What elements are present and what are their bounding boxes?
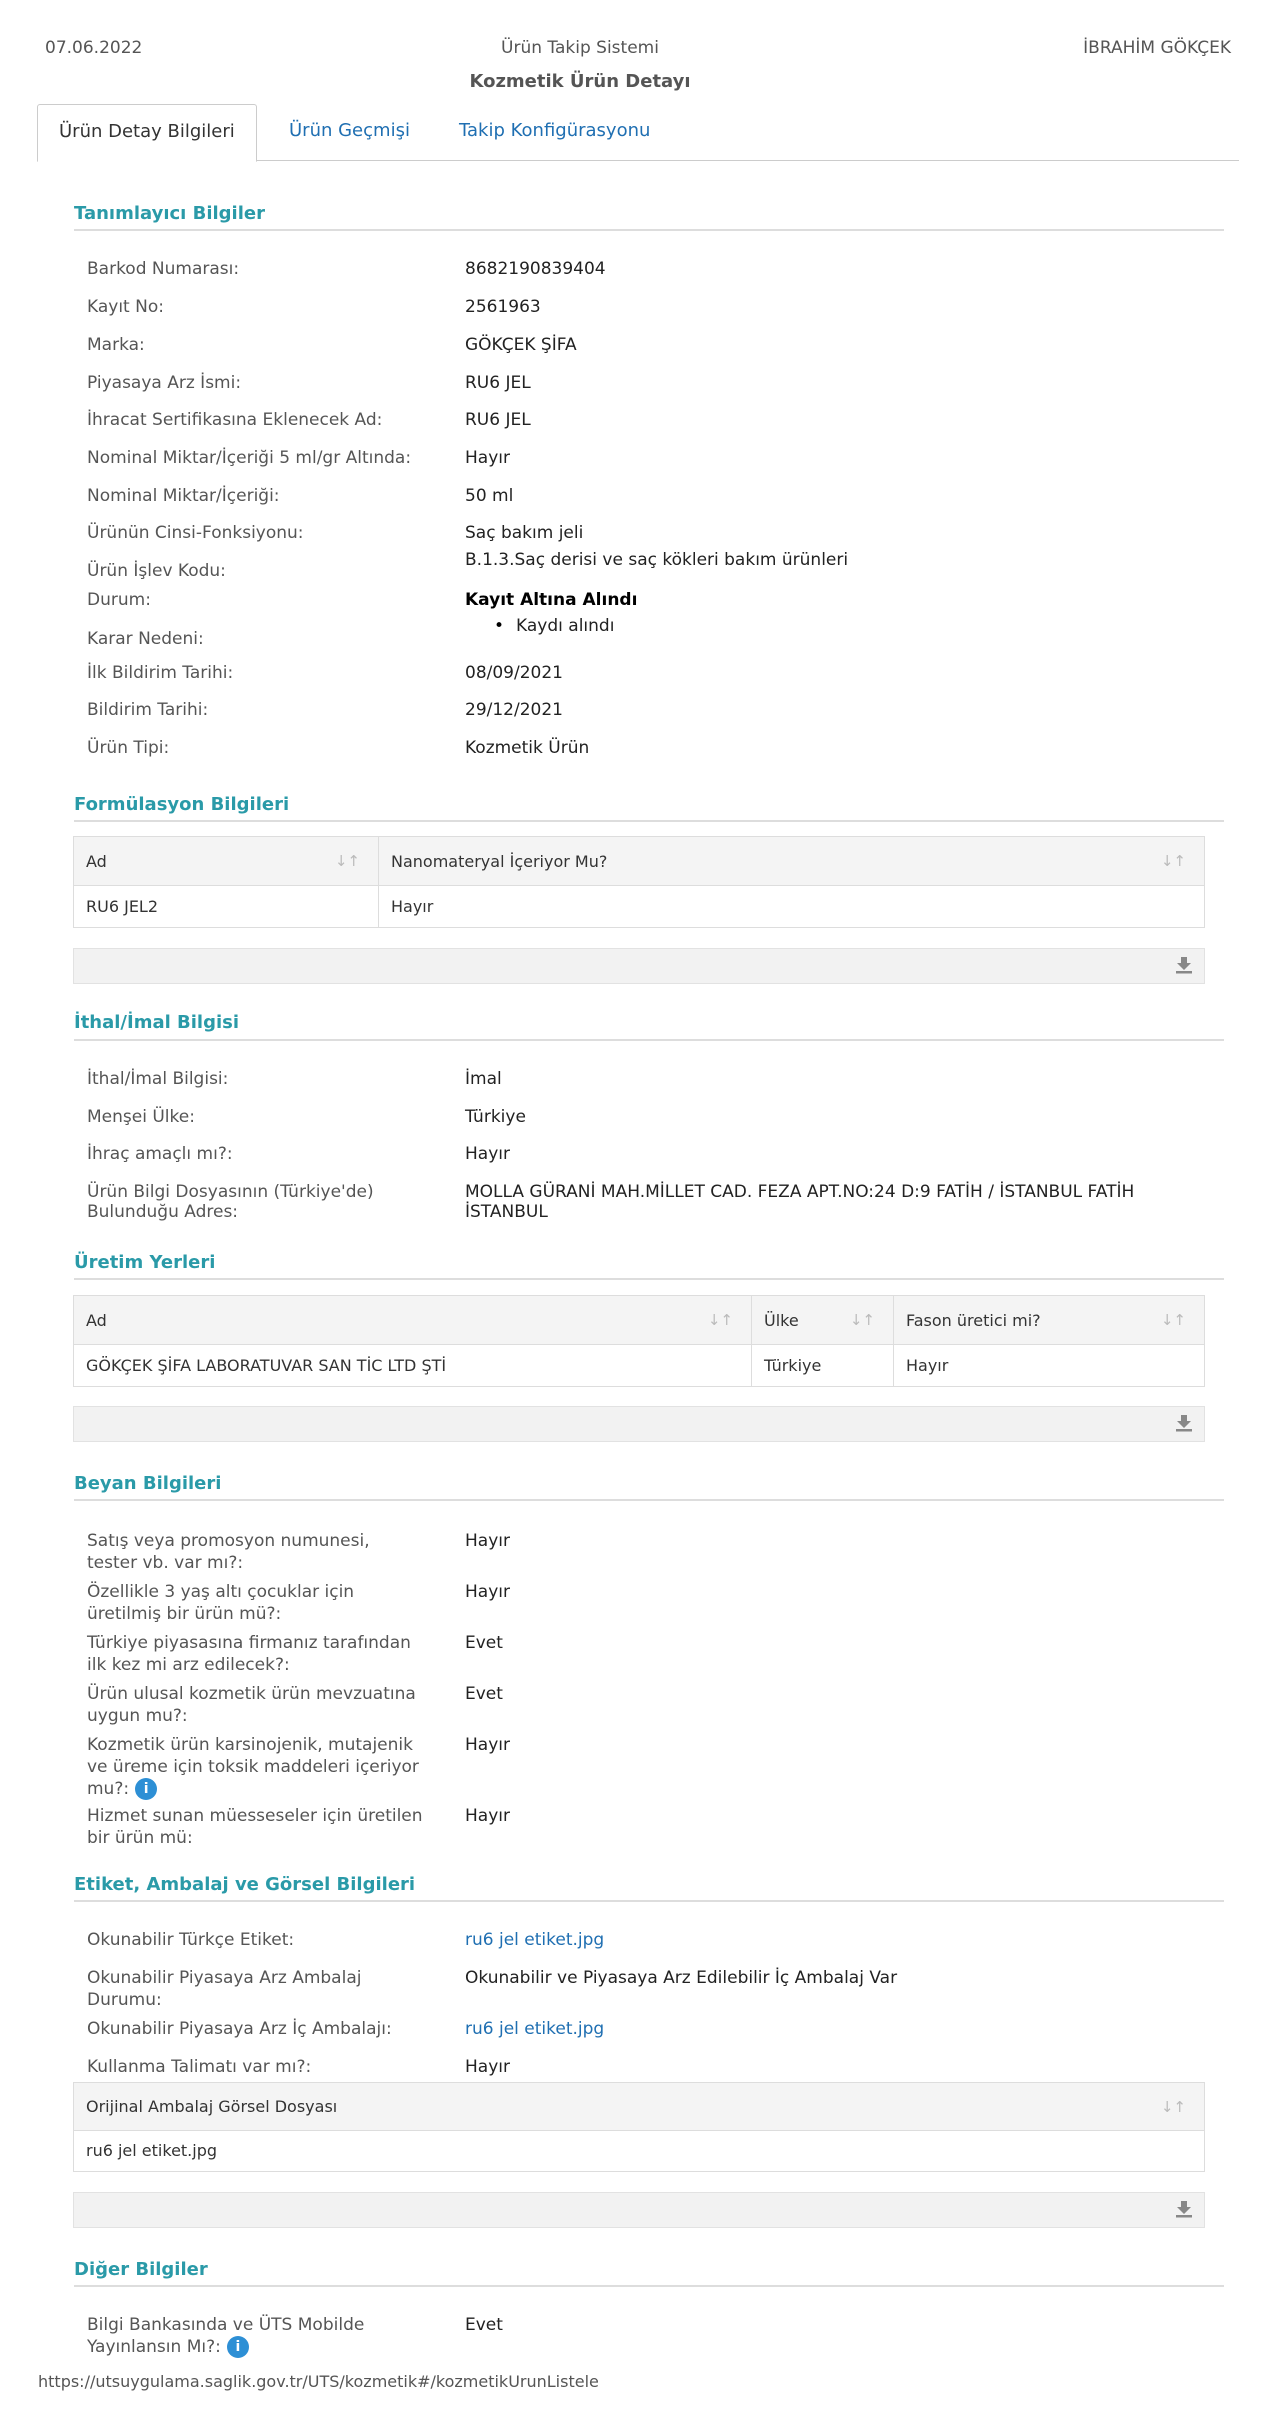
field-label: Kullanma Talimatı var mı?: (87, 2057, 312, 2077)
field-label: Özellikle 3 yaş altı çocuklar için üretilmiş bir ürün mü?: (87, 1582, 355, 1624)
info-icon[interactable]: i (227, 2336, 249, 2358)
column-header-name[interactable] (74, 1296, 752, 1345)
import-manufacture-value: İmal (465, 1069, 502, 1089)
tab-tracking-config[interactable]: Takip Konfigürasyonu (459, 120, 651, 141)
declaration-value: Evet (465, 1633, 503, 1653)
publish-value: Evet (465, 2315, 503, 2335)
address-value: MOLLA GÜRANİ MAH.MİLLET CAD. FEZA APT.NO:24 D:9 FATİH / İSTANBUL FATİH (465, 1182, 1135, 1202)
declaration-value: Hayır (465, 1735, 510, 1755)
field-label: Barkod Numarası: (87, 259, 240, 279)
declaration-value: Hayır (465, 1531, 510, 1551)
under-5ml-value: Hayır (465, 448, 510, 468)
packaging-image-file-link[interactable]: ru6 jel etiket.jpg (74, 2131, 1204, 2171)
declaration-value: Evet (465, 1684, 503, 1704)
field-label: Satış veya promosyon numunesi, tester vb. var mı?: (87, 1531, 370, 1573)
table-cell: Hayır (379, 886, 1204, 927)
formulation-name-link[interactable]: RU6 JEL2 (74, 886, 379, 927)
instructions-value: Hayır (465, 2057, 510, 2077)
divider (74, 1278, 1224, 1280)
field-label: Okunabilir Türkçe Etiket: (87, 1930, 295, 1950)
field-label: İhraç amaçlı mı?: (87, 1144, 233, 1164)
section-title-other: Diğer Bilgiler (74, 2259, 208, 2280)
notification-date-value: 29/12/2021 (465, 700, 563, 720)
table-footer (73, 1406, 1205, 1442)
column-label: Ad (86, 852, 107, 871)
field-label: Bulunduğu Adres: (87, 1202, 239, 1222)
field-label: İthal/İmal Bilgisi: (87, 1069, 229, 1089)
column-header-name[interactable] (74, 837, 379, 886)
brand-value: GÖKÇEK ŞİFA (465, 335, 577, 355)
field-label: Piyasaya Arz İsmi: (87, 373, 242, 393)
field-label: Ürün ulusal kozmetik ürün mevzuatına uygun mu?: (87, 1684, 416, 1726)
column-label: Orijinal Ambalaj Görsel Dosyası (86, 2097, 338, 2116)
tab-bar (37, 104, 1239, 161)
field-label: Okunabilir Piyasaya Arz İç Ambalajı: (87, 2019, 392, 2039)
origin-country-value: Türkiye (465, 1107, 526, 1127)
address-value-line2: İSTANBUL (465, 1202, 548, 1222)
section-title-production: Üretim Yerleri (74, 1252, 216, 1273)
export-purpose-value: Hayır (465, 1144, 510, 1164)
divider (74, 229, 1224, 231)
download-icon[interactable] (1174, 2199, 1194, 2219)
declaration-value: Hayır (465, 1582, 510, 1602)
market-name-value: RU6 JEL (465, 373, 531, 393)
field-label: Ürün Bilgi Dosyasının (Türkiye'de) (87, 1182, 374, 1202)
field-label: Hizmet sunan müesseseler için üretilen bir ürün mü: (87, 1806, 423, 1848)
formulation-table (73, 836, 1205, 928)
sort-icon[interactable]: ↓↑ (1160, 1311, 1186, 1329)
field-label: Nominal Miktar/İçeriği: (87, 486, 280, 506)
original-packaging-table (73, 2082, 1205, 2172)
product-type-function-value: Saç bakım jeli (465, 523, 584, 543)
column-header-country[interactable] (752, 1296, 894, 1345)
section-title-import: İthal/İmal Bilgisi (74, 1012, 240, 1033)
column-header-nanomaterial[interactable] (379, 837, 1204, 886)
field-label: Durum: (87, 590, 151, 610)
page-url: https://utsuygulama.saglik.gov.tr/UTS/kozmetik#/kozmetikUrunListele (38, 2372, 599, 2391)
function-code-value: B.1.3.Saç derisi ve saç kökleri bakım ürünleri (465, 550, 849, 570)
field-label: Ürün Tipi: (87, 738, 170, 758)
sort-icon[interactable]: ↓↑ (707, 1311, 733, 1329)
table-footer (73, 948, 1205, 984)
field-label: Okunabilir Piyasaya Arz Ambalaj Durumu: (87, 1968, 362, 2010)
barcode-value: 8682190839404 (465, 259, 606, 279)
field-label: Bilgi Bankasında ve ÜTS Mobilde Yayınlansın Mı?: i (87, 2315, 365, 2357)
field-label: Kayıt No: (87, 297, 164, 317)
field-label: Karar Nedeni: (87, 629, 204, 649)
declaration-value: Hayır (465, 1806, 510, 1826)
field-label: Marka: (87, 335, 145, 355)
production-sites-table (73, 1295, 1205, 1387)
user-name: İBRAHİM GÖKÇEK (1083, 38, 1231, 58)
divider (74, 1900, 1224, 1902)
field-label: Menşei Ülke: (87, 1107, 195, 1127)
status-value: Kayıt Altına Alındı (465, 590, 638, 610)
registration-no-value: 2561963 (465, 297, 541, 317)
divider (74, 820, 1224, 822)
section-title-declaration: Beyan Bilgileri (74, 1473, 222, 1494)
field-label: Bildirim Tarihi: (87, 700, 209, 720)
column-header-file[interactable] (74, 2083, 1204, 2131)
field-label: Ürün İşlev Kodu: (87, 561, 226, 581)
system-name: Ürün Takip Sistemi (501, 38, 659, 58)
decision-reason-list (494, 616, 614, 636)
column-label: Ad (86, 1311, 107, 1330)
table-footer (73, 2192, 1205, 2228)
field-label: İhracat Sertifikasına Eklenecek Ad: (87, 410, 383, 430)
turkish-label-file-link[interactable]: ru6 jel etiket.jpg (465, 1930, 605, 1950)
field-label: Kozmetik ürün karsinojenik, mutajenik ve üreme için toksik maddeleri içeriyor mu?: i (87, 1735, 419, 1799)
table-cell: Hayır (894, 1345, 1204, 1386)
info-icon[interactable]: i (135, 1778, 157, 1800)
table-cell: Türkiye (752, 1345, 894, 1386)
packaging-status-value: Okunabilir ve Piyasaya Arz Edilebilir İç Ambalaj Var (465, 1968, 898, 1988)
sort-icon[interactable]: ↓↑ (334, 852, 360, 870)
divider (74, 1039, 1224, 1041)
field-label: İlk Bildirim Tarihi: (87, 663, 234, 683)
product-kind-value: Kozmetik Ürün (465, 738, 590, 758)
export-name-value: RU6 JEL (465, 410, 531, 430)
sort-icon[interactable]: ↓↑ (1160, 852, 1186, 870)
inner-packaging-file-link[interactable]: ru6 jel etiket.jpg (465, 2019, 605, 2039)
field-label: Türkiye piyasasına firmanız tarafından ilk kez mi arz edilecek?: (87, 1633, 411, 1675)
download-icon[interactable] (1174, 955, 1194, 975)
column-label: Ülke (764, 1311, 799, 1330)
divider (74, 1499, 1224, 1501)
sort-icon[interactable]: ↓↑ (849, 1311, 875, 1329)
section-title-formulation: Formülasyon Bilgileri (74, 794, 290, 815)
divider (74, 2285, 1224, 2287)
download-icon[interactable] (1174, 1413, 1194, 1433)
sort-icon[interactable]: ↓↑ (1160, 2098, 1186, 2116)
field-label: Nominal Miktar/İçeriği 5 ml/gr Altında: (87, 448, 412, 468)
column-label: Fason üretici mi? (906, 1311, 1041, 1330)
tab-product-history[interactable]: Ürün Geçmişi (289, 120, 410, 141)
section-title-label: Etiket, Ambalaj ve Görsel Bilgileri (74, 1874, 416, 1895)
print-date: 07.06.2022 (45, 38, 143, 58)
list-item: • Kaydı alındı (494, 616, 614, 636)
section-title-identity: Tanımlayıcı Bilgiler (74, 203, 265, 224)
tab-product-details[interactable]: Ürün Detay Bilgileri (37, 104, 257, 162)
first-notification-date-value: 08/09/2021 (465, 663, 563, 683)
column-header-subcontractor[interactable] (894, 1296, 1204, 1345)
page-title: Kozmetik Ürün Detayı (469, 71, 691, 92)
production-site-link[interactable]: GÖKÇEK ŞİFA LABORATUVAR SAN TİC LTD ŞTİ (74, 1345, 752, 1386)
field-label: Ürünün Cinsi-Fonksiyonu: (87, 523, 304, 543)
nominal-amount-value: 50 ml (465, 486, 514, 506)
column-label: Nanomateryal İçeriyor Mu? (391, 852, 608, 871)
